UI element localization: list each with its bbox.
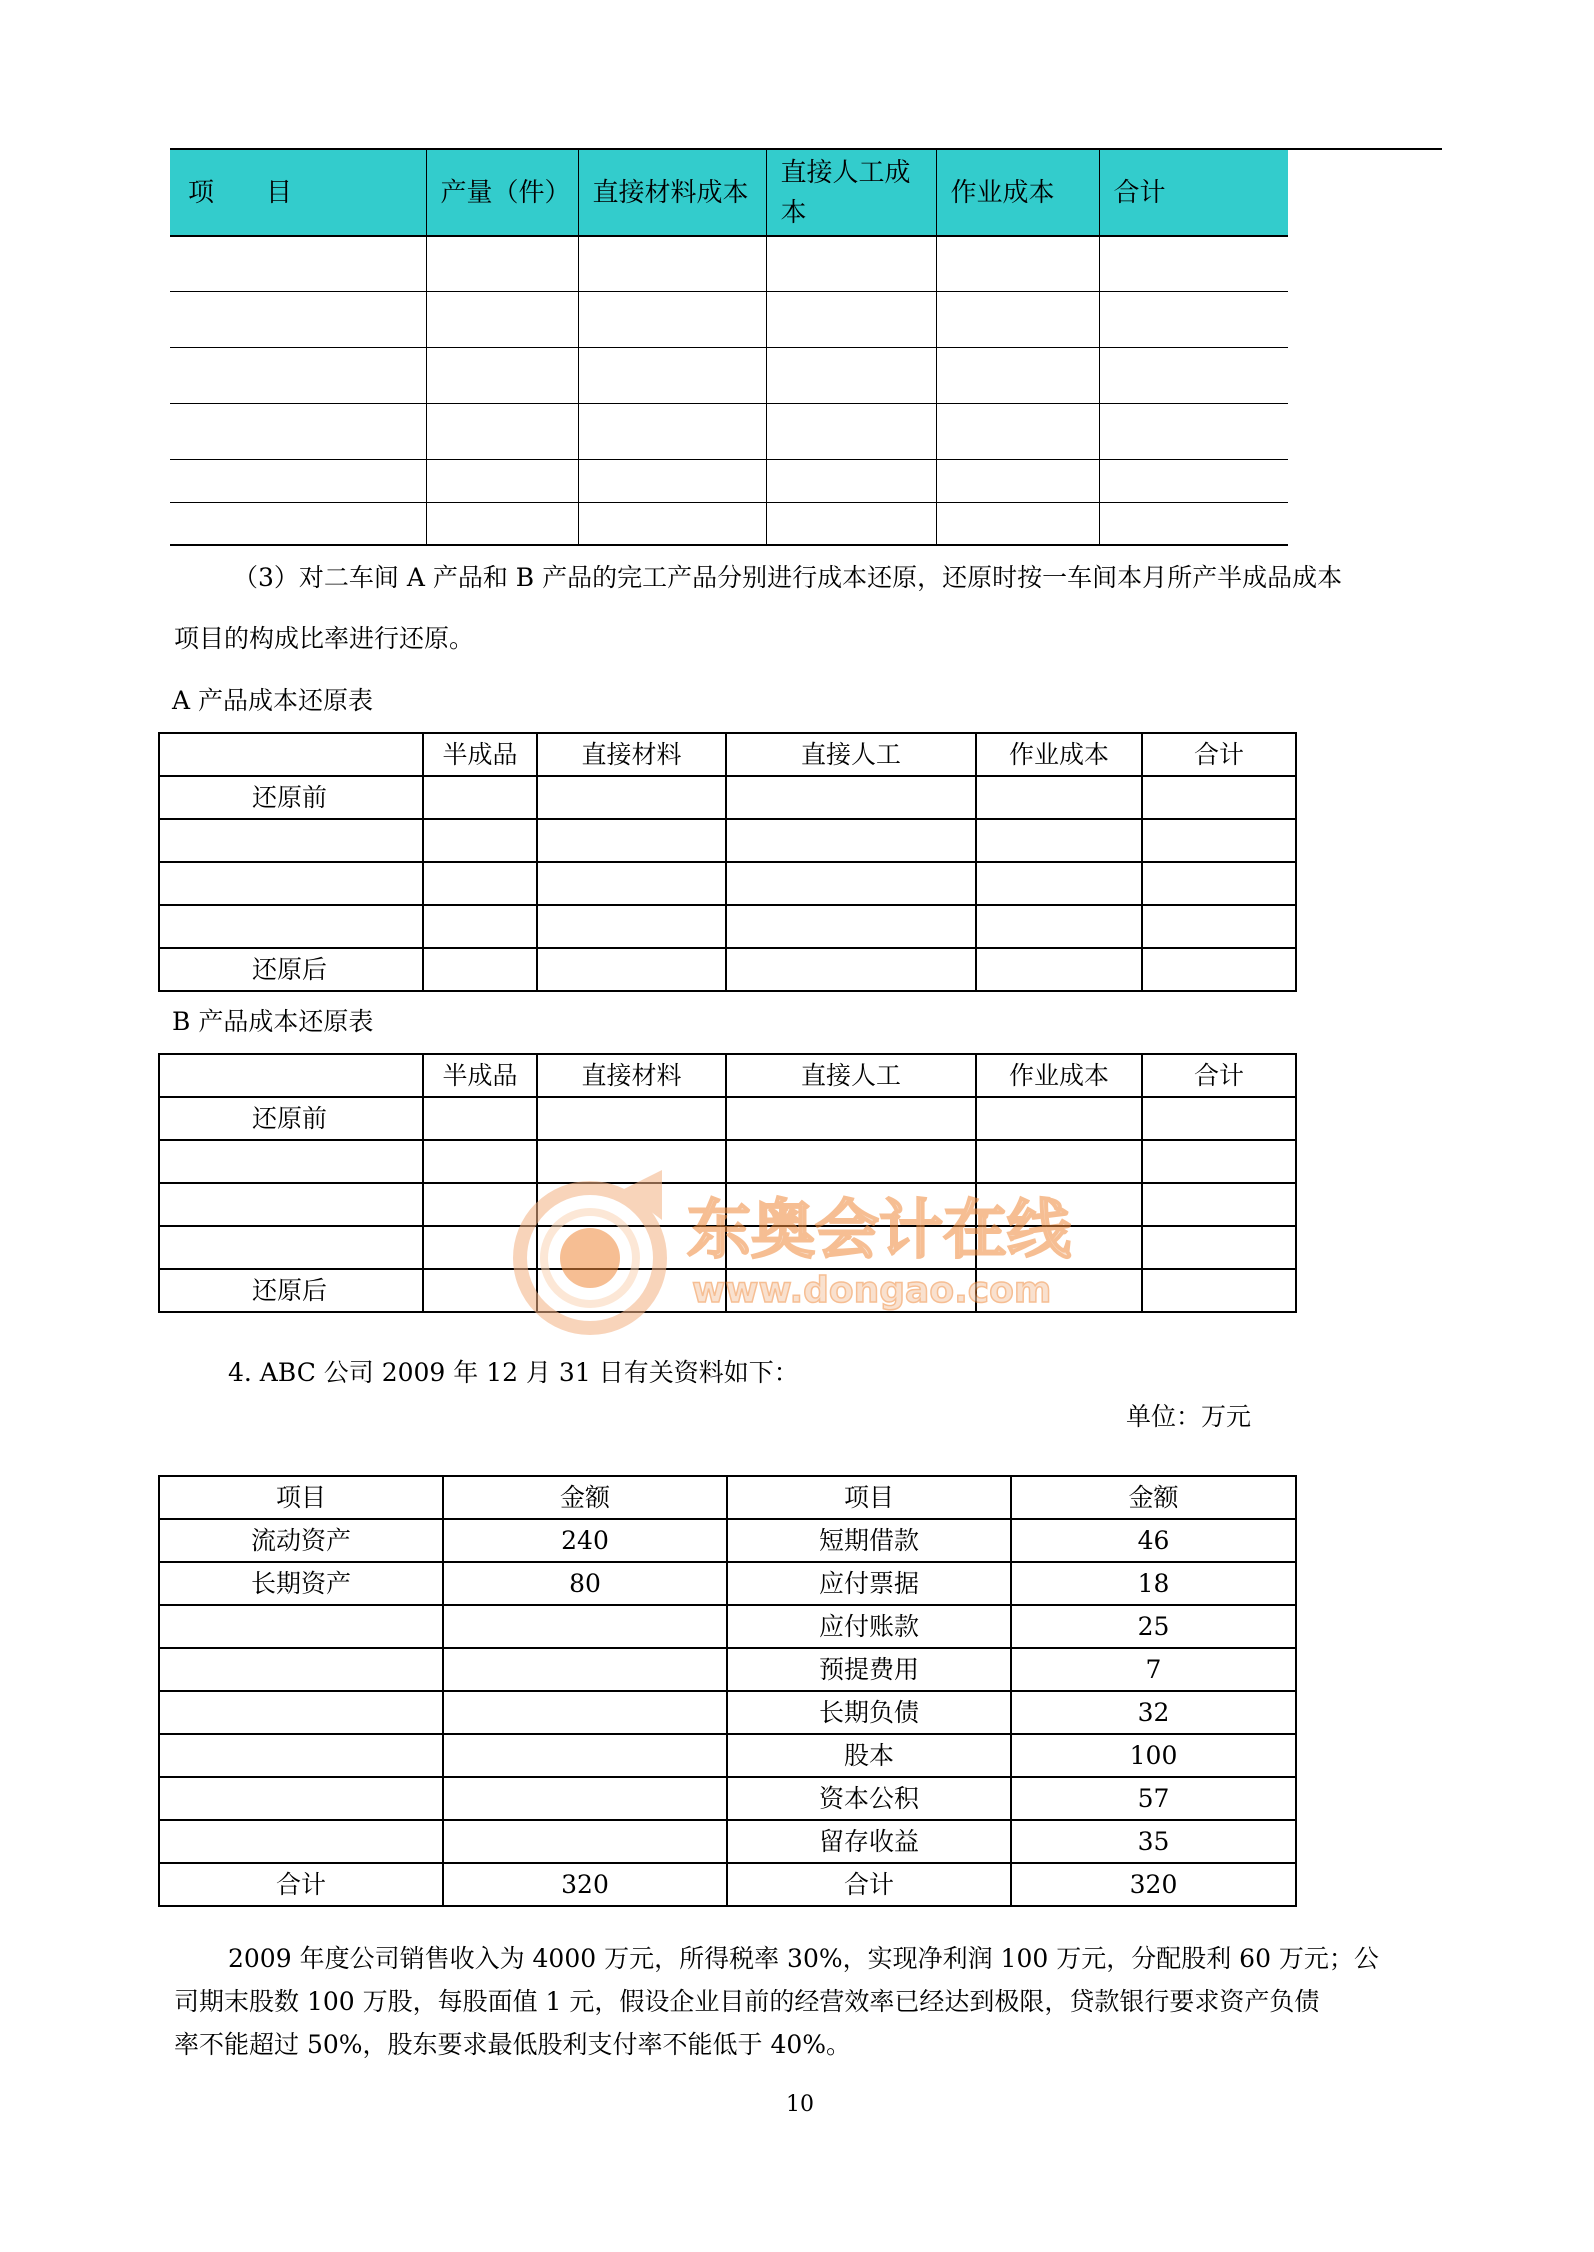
table-row [159, 1820, 1296, 1863]
header-cell-total: 合计 [1142, 1054, 1296, 1097]
closing-paragraph-line-1: 2009 年度公司销售收入为 4000 万元，所得税率 30%，实现净利润 100 万元，分配股利 60 万元；公 [228, 1944, 1379, 1973]
cell: 35 [1011, 1820, 1296, 1863]
table-a-title: A 产品成本还原表 [172, 686, 374, 715]
cell [159, 1648, 443, 1691]
cell: 长期负债 [727, 1691, 1011, 1734]
cell: 46 [1011, 1519, 1296, 1562]
header-cell-item-left: 项目 [159, 1476, 443, 1519]
header-cell-labor: 直接人工 [726, 1054, 976, 1097]
cost-summary-table [170, 150, 1288, 546]
watermark-cn-text: 东奥会计在线 [687, 1194, 1071, 1268]
cell [443, 1777, 727, 1820]
dongao-watermark-logo [512, 1160, 1072, 1340]
cell: 短期借款 [727, 1519, 1011, 1562]
header-cell-material: 直接材料成本 [578, 150, 766, 236]
table-row [159, 1605, 1296, 1648]
table-row [170, 291, 1288, 347]
cell [443, 1820, 727, 1863]
header-cell-empty [159, 1054, 423, 1097]
paragraph-3-line-2: 项目的构成比率进行还原。 [174, 624, 475, 653]
row-label-before: 还原前 [159, 1097, 423, 1140]
cell [443, 1734, 727, 1777]
cell: 应付票据 [727, 1562, 1011, 1605]
table-header-row [170, 150, 1288, 236]
watermark-url-text: www.dongao.com [692, 1270, 1052, 1311]
table-row [159, 1648, 1296, 1691]
header-cell-material: 直接材料 [537, 1054, 726, 1097]
cell [159, 1605, 443, 1648]
cell: 32 [1011, 1691, 1296, 1734]
table-b-title: B 产品成本还原表 [172, 1007, 374, 1036]
row-label-after: 还原后 [159, 948, 423, 991]
table-row [170, 403, 1288, 459]
cell: 长期资产 [159, 1562, 443, 1605]
table-row [159, 1562, 1296, 1605]
table-row [159, 1097, 1296, 1140]
header-cell-operation: 作业成本 [976, 733, 1142, 776]
header-cell-labor: 直接人工成本 [766, 150, 936, 236]
table-row [159, 1734, 1296, 1777]
paragraph-3-line-1: （3）对二车间 A 产品和 B 产品的完工产品分别进行成本还原，还原时按一车间本月所产半成品成本 [233, 563, 1343, 592]
cell: 240 [443, 1519, 727, 1562]
table-row [159, 1691, 1296, 1734]
cell: 流动资产 [159, 1519, 443, 1562]
balance-sheet-table [158, 1475, 1297, 1907]
cell: 80 [443, 1562, 727, 1605]
cell [159, 1820, 443, 1863]
total-row [159, 1863, 1296, 1906]
table-row [159, 776, 1296, 819]
table-header-row [159, 1476, 1296, 1519]
header-cell-total: 合计 [1142, 733, 1296, 776]
cell [443, 1648, 727, 1691]
table-row [159, 1519, 1296, 1562]
header-cell-material: 直接材料 [537, 733, 726, 776]
cell: 57 [1011, 1777, 1296, 1820]
product-a-cost-table [158, 732, 1297, 992]
header-cell-empty [159, 733, 423, 776]
cell: 100 [1011, 1734, 1296, 1777]
section-4-intro: 4. ABC 公司 2009 年 12 月 31 日有关资料如下： [228, 1358, 799, 1387]
cell: 18 [1011, 1562, 1296, 1605]
cell [159, 1777, 443, 1820]
header-cell-semi: 半成品 [423, 1054, 537, 1097]
table-row [170, 459, 1288, 502]
table-row [159, 948, 1296, 991]
total-amount-right: 320 [1011, 1863, 1296, 1906]
table-header-row [159, 1054, 1296, 1097]
cell: 25 [1011, 1605, 1296, 1648]
row-label-before: 还原前 [159, 776, 423, 819]
total-label-right: 合计 [727, 1863, 1011, 1906]
header-cell-output: 产量（件） [426, 150, 578, 236]
table-row [159, 862, 1296, 905]
page-number: 10 [786, 2092, 814, 2117]
cell: 应付账款 [727, 1605, 1011, 1648]
cell [159, 1734, 443, 1777]
cell: 7 [1011, 1648, 1296, 1691]
closing-paragraph-line-2: 司期末股数 100 万股，每股面值 1 元，假设企业目前的经营效率已经达到极限，贷款银行要求资产负债 [174, 1987, 1320, 2016]
header-cell-semi: 半成品 [423, 733, 537, 776]
header-cell-amount-right: 金额 [1011, 1476, 1296, 1519]
cell: 股本 [727, 1734, 1011, 1777]
watermark-ring-icon [520, 1170, 662, 1328]
cell: 预提费用 [727, 1648, 1011, 1691]
total-amount-left: 320 [443, 1863, 727, 1906]
table-row [159, 819, 1296, 862]
header-cell-total: 合计 [1099, 150, 1288, 236]
table-row [159, 905, 1296, 948]
header-cell-labor: 直接人工 [726, 733, 976, 776]
table-row [170, 502, 1288, 545]
cell: 资本公积 [727, 1777, 1011, 1820]
cell [443, 1691, 727, 1734]
closing-paragraph-line-3: 率不能超过 50%，股东要求最低股利支付率不能低于 40%。 [174, 2030, 852, 2059]
unit-label: 单位：万元 [1126, 1402, 1252, 1431]
cell [159, 1691, 443, 1734]
table-row [159, 1777, 1296, 1820]
header-cell-operation: 作业成本 [976, 1054, 1142, 1097]
header-cell-item: 项 目 [170, 150, 426, 236]
table-row [170, 347, 1288, 403]
table-header-row [159, 733, 1296, 776]
row-label-after: 还原后 [159, 1269, 423, 1312]
cell: 留存收益 [727, 1820, 1011, 1863]
header-cell-item-right: 项目 [727, 1476, 1011, 1519]
table-row [170, 236, 1288, 291]
total-label-left: 合计 [159, 1863, 443, 1906]
header-cell-operation: 作业成本 [936, 150, 1099, 236]
header-cell-amount-left: 金额 [443, 1476, 727, 1519]
cell [443, 1605, 727, 1648]
